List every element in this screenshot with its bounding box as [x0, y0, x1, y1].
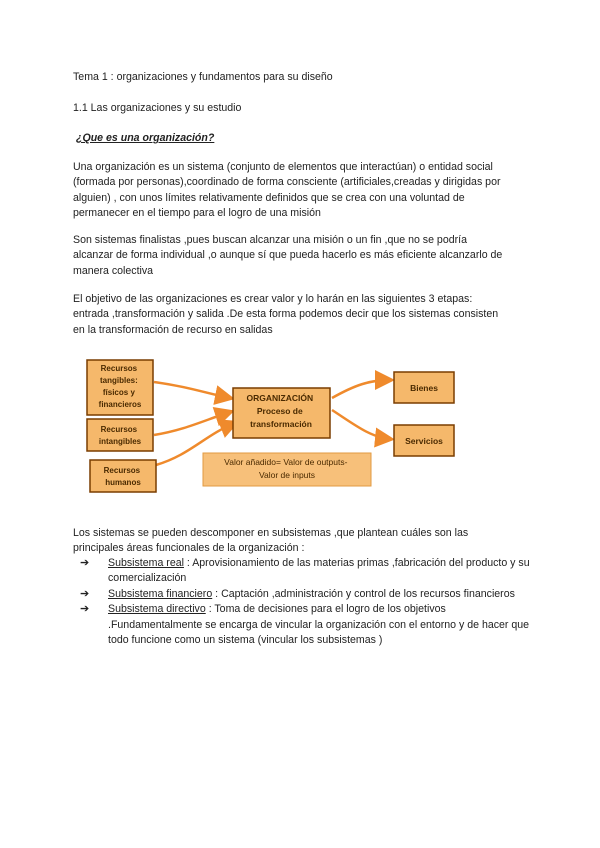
paragraph-4 — [73, 526, 533, 557]
list-item — [80, 602, 540, 648]
subsystem-text: Toma de decisiones para el logro de los objetivos .Fundamentalmente se encarga de vincular la organización con el entorno y de hacer que todo funcione como un sistema (vincular los subsistemas ) — [108, 603, 530, 647]
p3-line: entrada ,transformación y salida .De esta forma podemos decir que los sistemas consisten — [73, 308, 499, 321]
p1-line: Una organización es un sistema (conjunto de elementos que interactúan) o entidad social — [73, 161, 493, 173]
svg-text:Servicios: Servicios — [405, 436, 443, 446]
p3-line: en la transformación de recurso en salidas — [73, 323, 273, 336]
p4-line: principales áreas funcionales de la organización : — [73, 542, 305, 555]
arrow-servicios — [332, 410, 390, 439]
organization-diagram — [85, 355, 455, 495]
subsystem-name: Subsistema directivo — [108, 603, 206, 616]
svg-text:Recursos intangibles: Recursos intangibles — [98, 425, 142, 446]
svg-text:Bienes: Bienes — [410, 383, 438, 393]
svg-text:Recursos tangibles: fí: Recursos tangibles: físicos y financieros — [98, 364, 142, 409]
subsystem-text: Captación ,administración y control de los recursos financieros — [221, 587, 515, 600]
subsystem-name: Subsistema real — [108, 557, 184, 569]
p3-line: El objetivo de las organizaciones es crear valor y lo harán en las siguientes 3 etapas: — [73, 293, 473, 305]
arrow-bienes — [332, 380, 390, 398]
paragraph-3 — [73, 292, 533, 338]
svg-text:Recursos humanos: Recursos humanos — [103, 466, 141, 487]
p2-line: manera colectiva — [73, 264, 154, 277]
arrow-bullet-icon: ➔ — [80, 557, 90, 569]
list-item — [80, 556, 540, 587]
p2-line: Son sistemas finalistas ,pues buscan alcanzar una misión o un fin ,que no se podría — [73, 234, 467, 246]
p1-line: alguien) , con unos límites relativamente definidos que se crea con una voluntad de — [73, 191, 465, 204]
p1-line: permanecer en el tiempo para el logro de una misión — [73, 207, 321, 220]
arrow-bullet-icon: ➔ — [80, 587, 90, 600]
svg-text:ORGANIZACIÓN Proceso de: ORGANIZACIÓN Proceso de transformación — [246, 393, 314, 429]
p2-line: alcanzar de forma individual ,o aunque sí que pueda hacerlo es más eficiente alcanzarlo de — [73, 249, 503, 262]
arrow-bullet-icon: ➔ — [80, 603, 90, 616]
doc-title: Tema 1 : organizaciones y fundamentos para su diseño — [73, 71, 333, 83]
section-heading: 1.1 Las organizaciones y su estudio — [73, 102, 242, 114]
box-recursos-humanos — [90, 460, 156, 492]
arrow-tangibles — [154, 382, 230, 398]
paragraph-2 — [73, 233, 533, 279]
subsystem-sep: : — [212, 587, 222, 600]
subsystem-name: Subsistema financiero — [108, 587, 213, 600]
box-recursos-intangibles — [87, 419, 153, 451]
p1-line: (formada por personas),coordinado de forma consciente (artificiales,creadas y dirigidas por — [73, 176, 501, 189]
subsystems-list — [80, 556, 540, 648]
paragraph-1 — [73, 160, 533, 222]
svg-text:Valor añadido= Valor de output: Valor añadido= Valor de outputs- Valor de inputs — [224, 457, 348, 480]
p4-line: Los sistemas se pueden descomponer en subsistemas ,que plantean cuáles son las — [73, 527, 469, 539]
subsystem-sep: : — [183, 557, 193, 569]
subsystem-sep: : — [205, 603, 215, 616]
subsystem-text: Aprovisionamiento de las materias primas ,fabricación del producto y su comercialización — [108, 557, 530, 585]
question-heading: ¿Que es una organización? — [76, 132, 215, 144]
list-item — [80, 587, 540, 602]
